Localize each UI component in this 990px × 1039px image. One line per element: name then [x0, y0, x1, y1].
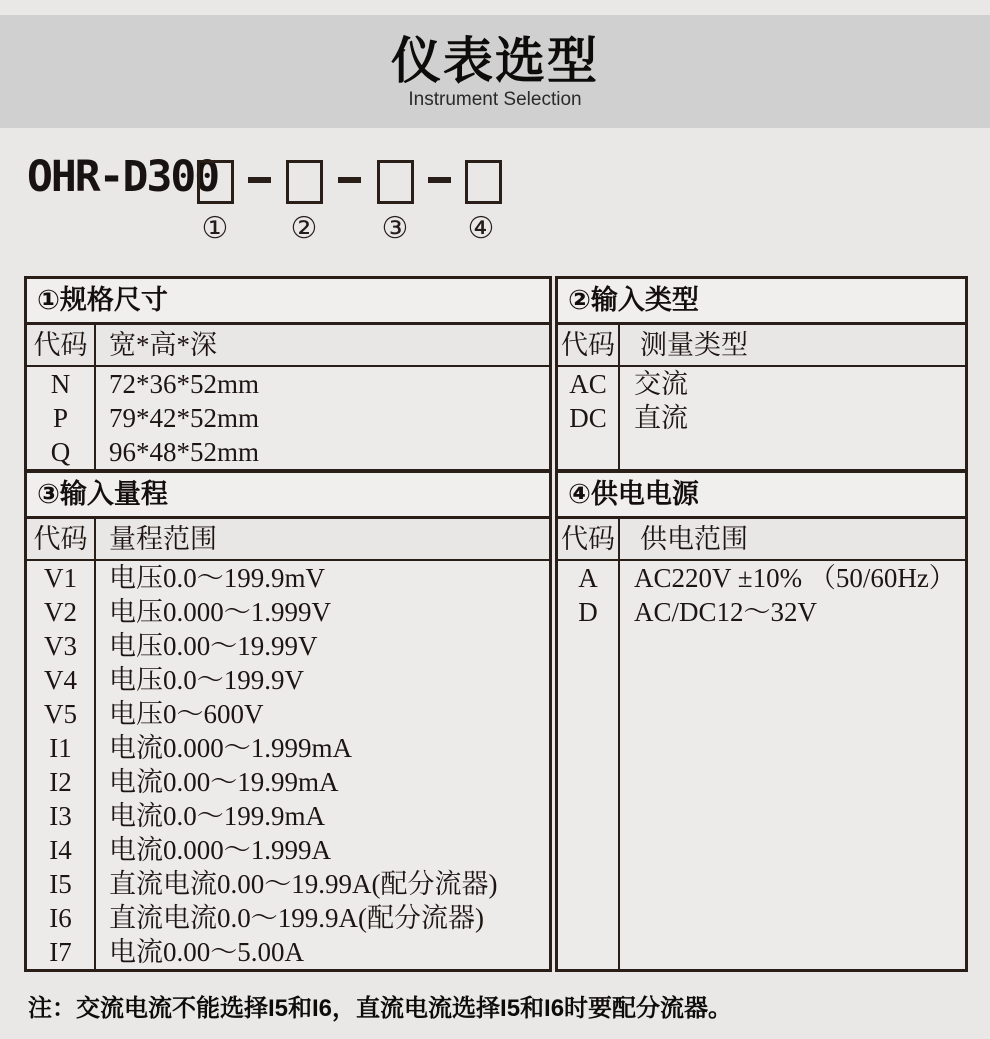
value-cell: 电压0.0～199.9V [109, 665, 304, 695]
code-cell: I3 [49, 801, 72, 831]
value-cell: 电流0.000～1.999mA [109, 733, 352, 763]
value-cell: 直流电流0.0～199.9A(配分流器) [109, 903, 484, 933]
value-cell: 电压0～600V [109, 699, 264, 729]
code-cell: AC [569, 369, 607, 399]
code-cell: I4 [49, 835, 72, 865]
value-cell: AC220V ±10% （50/60Hz） [634, 563, 956, 593]
code-column [27, 561, 96, 969]
value-cell: 72*36*52mm [109, 369, 260, 399]
column-header-measure-type: 测量类型 [640, 330, 748, 360]
code-cell: A [578, 563, 598, 593]
value-cell: 直流 [634, 403, 688, 433]
value-cell: 电压0.0～199.9mV [109, 563, 325, 593]
column-header-code: 代码 [558, 325, 620, 365]
value-cell: 直流电流0.00～19.99A(配分流器) [109, 869, 498, 899]
code-cell: V1 [44, 563, 77, 593]
section-2-title: ②输入类型 [558, 279, 965, 325]
table-left-half [24, 276, 552, 972]
section-2-subheader [558, 325, 965, 367]
code-box-1 [197, 160, 234, 204]
code-cell: P [52, 403, 69, 433]
position-label-1: ① [201, 211, 229, 246]
code-cell: DC [569, 403, 607, 433]
page-title: 仪表选型 [391, 32, 599, 89]
page-subtitle: Instrument Selection [408, 88, 582, 110]
section-2-rows [558, 367, 965, 473]
code-cell: V3 [44, 631, 77, 661]
column-header-size: 宽*高*深 [109, 330, 217, 360]
dash-separator [428, 177, 451, 183]
code-cell: I6 [49, 903, 72, 933]
code-column [27, 367, 96, 469]
code-column [558, 561, 620, 969]
table-right-half [555, 276, 968, 972]
position-label-4: ④ [467, 211, 495, 246]
code-box-4 [465, 160, 502, 204]
column-header-code: 代码 [27, 325, 96, 365]
code-cell: I7 [49, 937, 72, 967]
value-cell: 电流0.00～5.00A [109, 937, 304, 967]
position-label-2: ② [290, 211, 318, 246]
code-cell: I1 [49, 733, 72, 763]
header-band [0, 15, 990, 128]
value-cell: 电流0.000～1.999A [109, 835, 331, 865]
value-cell: 96*48*52mm [109, 437, 260, 467]
section-3-rows [27, 561, 549, 969]
column-header-range: 量程范围 [109, 524, 217, 554]
dash-separator [338, 177, 361, 183]
code-cell: I5 [49, 869, 72, 899]
value-cell: 电压0.000～1.999V [109, 597, 331, 627]
dash-separator [248, 177, 271, 183]
value-cell: 79*42*52mm [109, 403, 260, 433]
code-cell: Q [50, 437, 71, 467]
code-box-3 [377, 160, 414, 204]
code-cell: I2 [49, 767, 72, 797]
value-cell: 交流 [634, 369, 688, 399]
position-label-3: ③ [381, 211, 409, 246]
value-column [620, 561, 965, 969]
column-header-code: 代码 [558, 519, 620, 559]
section-4-subheader [558, 519, 965, 561]
section-4-title: ④供电电源 [558, 473, 965, 519]
value-column [96, 561, 549, 969]
section-1-title: ①规格尺寸 [27, 279, 549, 325]
code-cell: N [50, 369, 71, 399]
value-cell: AC/DC12～32V [634, 597, 818, 627]
value-cell: 电压0.00～19.99V [109, 631, 318, 661]
value-column [96, 367, 549, 469]
value-cell: 电流0.0～199.9mA [109, 801, 325, 831]
footnote: 注：交流电流不能选择I5和I6，直流电流选择I5和I6时要配分流器。 [28, 995, 733, 1022]
section-4-rows [558, 561, 965, 969]
code-cell: V4 [44, 665, 77, 695]
section-3-title: ③输入量程 [27, 473, 549, 519]
column-header-supply-range: 供电范围 [640, 524, 748, 554]
section-1-rows [27, 367, 549, 473]
section-3-subheader [27, 519, 549, 561]
selection-table [24, 276, 968, 972]
code-column [558, 367, 620, 469]
value-column [620, 367, 965, 469]
value-cell: 电流0.00～19.99mA [109, 767, 339, 797]
section-1-subheader [27, 325, 549, 367]
code-cell: V2 [44, 597, 77, 627]
code-cell: V5 [44, 699, 77, 729]
code-box-2 [286, 160, 323, 204]
column-header-code: 代码 [27, 519, 96, 559]
model-number: OHR-D300 [27, 152, 219, 202]
code-cell: D [578, 597, 598, 627]
